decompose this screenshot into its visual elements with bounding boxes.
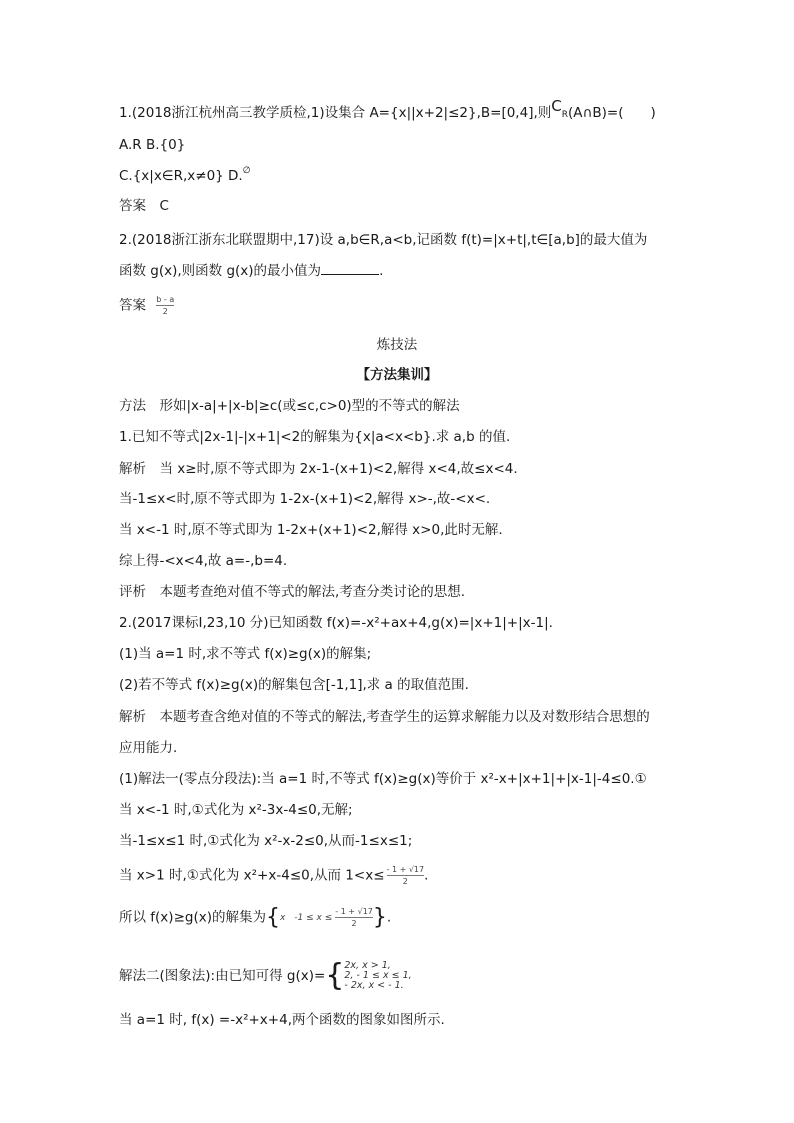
answer-fraction [156,294,174,317]
comment-1: 评析 本题考查绝对值不等式的解法,考查分类讨论的思想. [119,584,466,600]
analysis-line1: 解析 本题考查含绝对值的不等式的解法,考查学生的运算求解能力以及对数形结合思想的 [119,709,650,725]
q2-line2-end: . [379,263,384,279]
case-2: 2, - 1 ≤ x ≤ 1, [344,970,412,981]
q2-answer [119,294,174,317]
fraction-denominator: 2 [156,305,174,317]
set-condition: x -1 ≤ x ≤ [279,912,333,923]
q1-text: 1.(2018浙江杭州高三教学质检,1)设集合 A={x||x+2|≤2},B=[0,4],则 [119,105,552,121]
question-1 [119,97,656,124]
q2-answer-label: 答案 [119,297,146,314]
case-x-greater-1: 当 x>1 时,①式化为 x²+x-4≤0,从而 $1<x\le \frac{- 1 + √17}{2}$ . [119,865,429,886]
answer-blank[interactable] [321,262,379,275]
section-subtitle: 【方法集训】 [356,367,438,383]
case-3: - 2x, x < - 1. [344,980,404,991]
set-fraction [335,906,373,929]
problem-2-part1: (1)当 a=1 时,求不等式 f(x)≥g(x)的解集; [119,646,372,662]
q2-line2-text: 函数 g(x),则函数 g(x)的最小值为 [119,263,322,279]
solution-set-text: 所以 f(x)≥g(x)的解集为 [119,909,266,926]
problem-2-part2: (2)若不等式 f(x)≥g(x)的解集包含[-1,1],求 a 的取值范围. [119,677,469,693]
graph-method-text: 解法二(图象法):由已知可得 g(x)= [119,968,326,984]
section-title: 炼技法 [376,337,418,353]
figure-intro-line: 当 a=1 时, f(x) =-x²+x+4,两个函数的图象如图所示. [119,1012,445,1028]
analysis-line2: 应用能力. [119,740,178,756]
piecewise-cases [344,961,411,991]
fraction-numerator: - 1 + √17 [335,907,373,916]
fraction-denominator: 2 [335,917,373,929]
fraction-denominator: 2 [387,875,425,887]
q1-answer: 答案 C [119,198,169,214]
problem-2: 2.(2017课标Ⅰ,23,10 分)已知函数 f(x)=-x²+ax+4,g(x)=|x+1|+|x-1|. [119,615,553,631]
q1-options-cd-text: C.{x|x∈R,x≠0} D. [119,168,243,184]
emptyset-symbol: ∅ [242,166,251,176]
problem-1: 1.已知不等式|2x-1|-|x+1|<2的解集为{x|a<x<b}.求 a,b 的值. [119,429,511,445]
question-2-line2 [119,262,383,280]
solution-1-line1: 解析 当 x≥时,原不等式即为 2x-1-(x+1)<2,解得 x<4,故≤x<4. [119,461,518,477]
left-brace: { [265,904,280,930]
solution-set-line: 所以 f(x)≥g(x)的解集为{x $-1 \le x \le \frac{- 1 + √17}{2}$ }. [119,904,392,930]
solution-1-line2: 当-1≤x<时,原不等式即为 1-2x-(x+1)<2,解得 x>-,故-<x<. [119,491,491,507]
q1-options-cd [119,167,251,187]
method-title: 方法 形如|x-a|+|x-b|≥c(或≤c,c>0)型的不等式的解法 [119,398,460,414]
case-x-less-minus1: 当 x<-1 时,①式化为 x²-3x-4≤0,无解; [119,802,353,818]
root-fraction [387,864,425,887]
q1-options-ab: A.R B.{0} [119,137,186,153]
solution-1-line3: 当 x<-1 时,原不等式即为 1-2x+(x+1)<2,解得 x>0,此时无解. [119,522,503,538]
question-2-line1: 2.(2018浙江浙东北联盟期中,17)设 a,b∈R,a<b,记函数 f(t)=|x+t|,t∈[a,b]的最大值为 [119,232,648,248]
right-brace: } [372,904,387,930]
method-zero-point-line: (1)解法一(零点分段法):当 a=1 时,不等式 f(x)≥g(x)等价于 x²-x+|x+1|+|x-1|-4≤0.① [119,771,647,787]
case-x-greater-1-text: 当 x>1 时,①式化为 x²+x-4≤0,从而 1<x≤ [119,867,385,884]
cases-brace: { [325,958,345,993]
case-1: 2x, x > 1, [344,960,391,971]
solution-1-line4: 综上得-<x<4,故 a=-,b=4. [119,553,288,569]
complement-subscript: R [561,110,569,120]
complement-symbol: C [551,97,562,115]
graph-method-line [119,958,412,993]
fraction-numerator: b - a [156,295,175,304]
case-middle: 当-1≤x≤1 时,①式化为 x²-x-2≤0,从而-1≤x≤1; [119,833,413,849]
q1-tail: (A∩B)=( ) [568,105,656,121]
fraction-numerator: - 1 + √17 [386,865,425,874]
